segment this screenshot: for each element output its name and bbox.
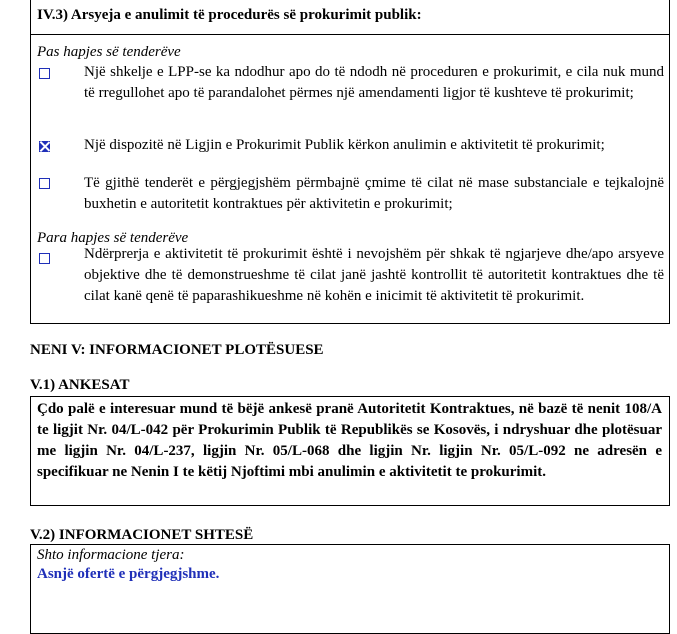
neni-v-title: NENI V: INFORMACIONET PLOTËSUESE bbox=[30, 342, 324, 358]
option-after-2-text: Të gjithë tenderët e përgjegjshëm përmbajnë çmime të cilat në mase substanciale e tejkalojnë buxhetin e autoritetit kontraktues për aktivitetin e prokurimit; bbox=[84, 175, 664, 212]
after-opening-label: Pas hapjes së tenderëve bbox=[37, 44, 181, 60]
option-before-0-text: Ndërprerja e aktivitetit të prokurimit është i nevojshëm për shkak të ngjarjeve dhe/apo arsyeve objektive dhe të demonstrueshme të cilat janë jashtë kontrollit të autoritetit kontraktues dhe të cilat kanë qenë të paparashikueshme në kohën e inicimit të aktivitetit të prokurimit. bbox=[84, 246, 664, 304]
v1-box bbox=[30, 396, 670, 506]
v2-title: V.2) INFORMACIONET SHTESË bbox=[30, 527, 254, 543]
v1-title: V.1) ANKESAT bbox=[30, 377, 130, 393]
checkbox-after-0[interactable] bbox=[39, 68, 50, 79]
option-after-1-text: Një dispozitë në Ligjin e Prokurimit Publik kërkon anulimin e aktivitetit të prokurimit; bbox=[84, 137, 605, 153]
before-opening-label: Para hapjes së tenderëve bbox=[37, 230, 189, 246]
v1-complaint-text: Çdo palë e interesuar mund të bëjë ankesë pranë Autoritetit Kontraktues, në bazë të nenit 108/A te ligjit Nr. 04/L-042 për Prokurimin Publik të Republikës se Kosovës, i ndryshuar dhe plotësuar me ligjin Nr. 04/L-237, ligjin Nr. 05/L-068 dhe ligjin Nr. ligjin Nr. 05/L-092 ne adresën e specifikuar ne Nenin I te këtij Njoftimi mbi anulimin e aktivitetit te prokurimit. bbox=[37, 401, 662, 480]
section-iv3-title: IV.3) Arsyeja e anulimit të procedurës së prokurimit publik: bbox=[37, 7, 422, 23]
v2-value[interactable]: Asnjë ofertë e përgjegjshme. bbox=[37, 566, 220, 582]
v2-prompt: Shto informacione tjera: bbox=[37, 547, 185, 563]
option-after-0-text: Një shkelje e LPP-se ka ndodhur apo do të ndodh në proceduren e prokurimit, e cila nuk mund të rregullohet apo të parandalohet përmes një amendamenti ligjor të kushteve të prokurimit; bbox=[84, 64, 664, 101]
v2-box bbox=[30, 544, 670, 634]
checkbox-after-1[interactable] bbox=[39, 141, 50, 152]
section-iv3-divider bbox=[30, 34, 670, 35]
checkbox-after-2[interactable] bbox=[39, 178, 50, 189]
section-iv3-box bbox=[30, 0, 670, 324]
checkbox-before-0[interactable] bbox=[39, 253, 50, 264]
